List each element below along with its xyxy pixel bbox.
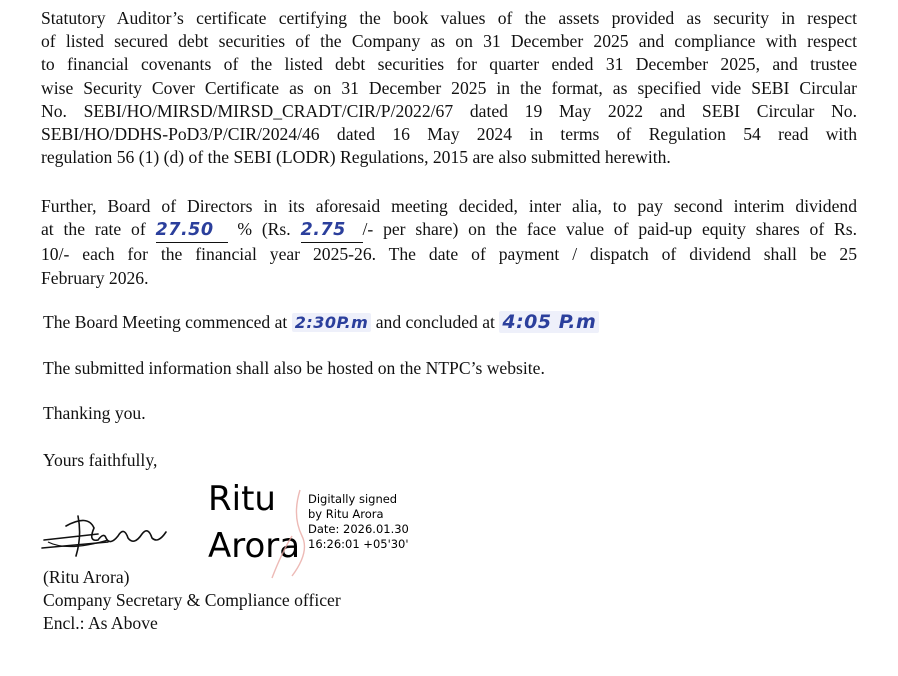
- paragraph-line: February 2026.: [41, 267, 149, 288]
- meeting-text-start: The Board Meeting commenced at: [43, 312, 288, 332]
- signatory-designation: Company Secretary & Compliance officer: [43, 590, 341, 610]
- meeting-time-line: [43, 311, 599, 334]
- rate-text-rs: % (Rs.: [237, 219, 291, 240]
- paragraph-line: to financial covenants of the listed debt securities for quarter ended 31 December 2025, and trustee: [41, 54, 857, 75]
- paragraph-line: wise Security Cover Certificate as on 31 December 2025 in the format, as specified vide SEBI Circular: [41, 77, 857, 98]
- dividend-amount-handwritten: 2.75: [300, 220, 346, 241]
- closing-line: Yours faithfully,: [43, 450, 158, 470]
- paragraph-line: regulation 56 (1) (d) of the SEBI (LODR) Regulations, 2015 are also submitted herewith.: [41, 147, 671, 168]
- rate-text: at the rate of: [41, 219, 146, 240]
- dividend-rate-field: [156, 218, 228, 243]
- website-note: The submitted information shall also be hosted on the NTPC’s website.: [43, 358, 545, 378]
- paragraph-line: Further, Board of Directors in its aforesaid meeting decided, inter alia, to pay second interim dividend: [41, 196, 857, 216]
- signatory-name: (Ritu Arora): [43, 567, 130, 587]
- paragraph-line: No. SEBI/HO/MIRSD/MIRSD_CRADT/CIR/P/2022/67 dated 19 May 2022 and SEBI Circular No.: [41, 100, 857, 121]
- signature-detail-line: 16:26:01 +05'30': [308, 537, 409, 551]
- handwritten-signature: [38, 496, 188, 561]
- thanks-line: Thanking you.: [43, 403, 146, 423]
- paragraph-line: of listed secured debt securities of the Company as on 31 December 2025 and compliance with respect: [41, 31, 857, 52]
- auditor-certificate-paragraph: [41, 7, 857, 169]
- enclosure-note: Encl.: As Above: [43, 613, 158, 633]
- meeting-end-time-handwritten: 4:05 P.m: [499, 311, 599, 333]
- paragraph-line: SEBI/HO/DDHS-PoD3/P/CIR/2024/46 dated 16 May 2024 in terms of Regulation 54 read with: [41, 124, 857, 145]
- digital-signature-details: [308, 492, 409, 552]
- dividend-paragraph: [41, 195, 857, 290]
- signature-detail-line: Digitally signed: [308, 492, 398, 506]
- meeting-text-end: and concluded at: [375, 312, 495, 332]
- paragraph-line: 10/- each for the financial year 2025-26. The date of payment / dispatch of dividend shall be 25: [41, 244, 857, 265]
- signature-block: [0, 478, 898, 676]
- signature-detail-line: by Ritu Arora: [308, 507, 384, 521]
- signatory-details: [43, 566, 341, 635]
- dividend-amount-field: [301, 218, 363, 243]
- paragraph-line-rate: [41, 218, 857, 243]
- meeting-start-time-handwritten: 2:30P.m: [292, 313, 372, 332]
- digital-signer-last-name: Arora: [208, 526, 301, 566]
- dividend-rate-handwritten: 27.50: [155, 220, 214, 241]
- digital-signer-first-name: Ritu: [208, 479, 276, 519]
- rate-text-tail: /- per share) on the face value of paid-up equity shares of Rs.: [362, 219, 857, 240]
- signature-detail-line: Date: 2026.01.30: [308, 522, 409, 536]
- paragraph-line: Statutory Auditor’s certificate certifying the book values of the assets provided as security in respect: [41, 8, 857, 28]
